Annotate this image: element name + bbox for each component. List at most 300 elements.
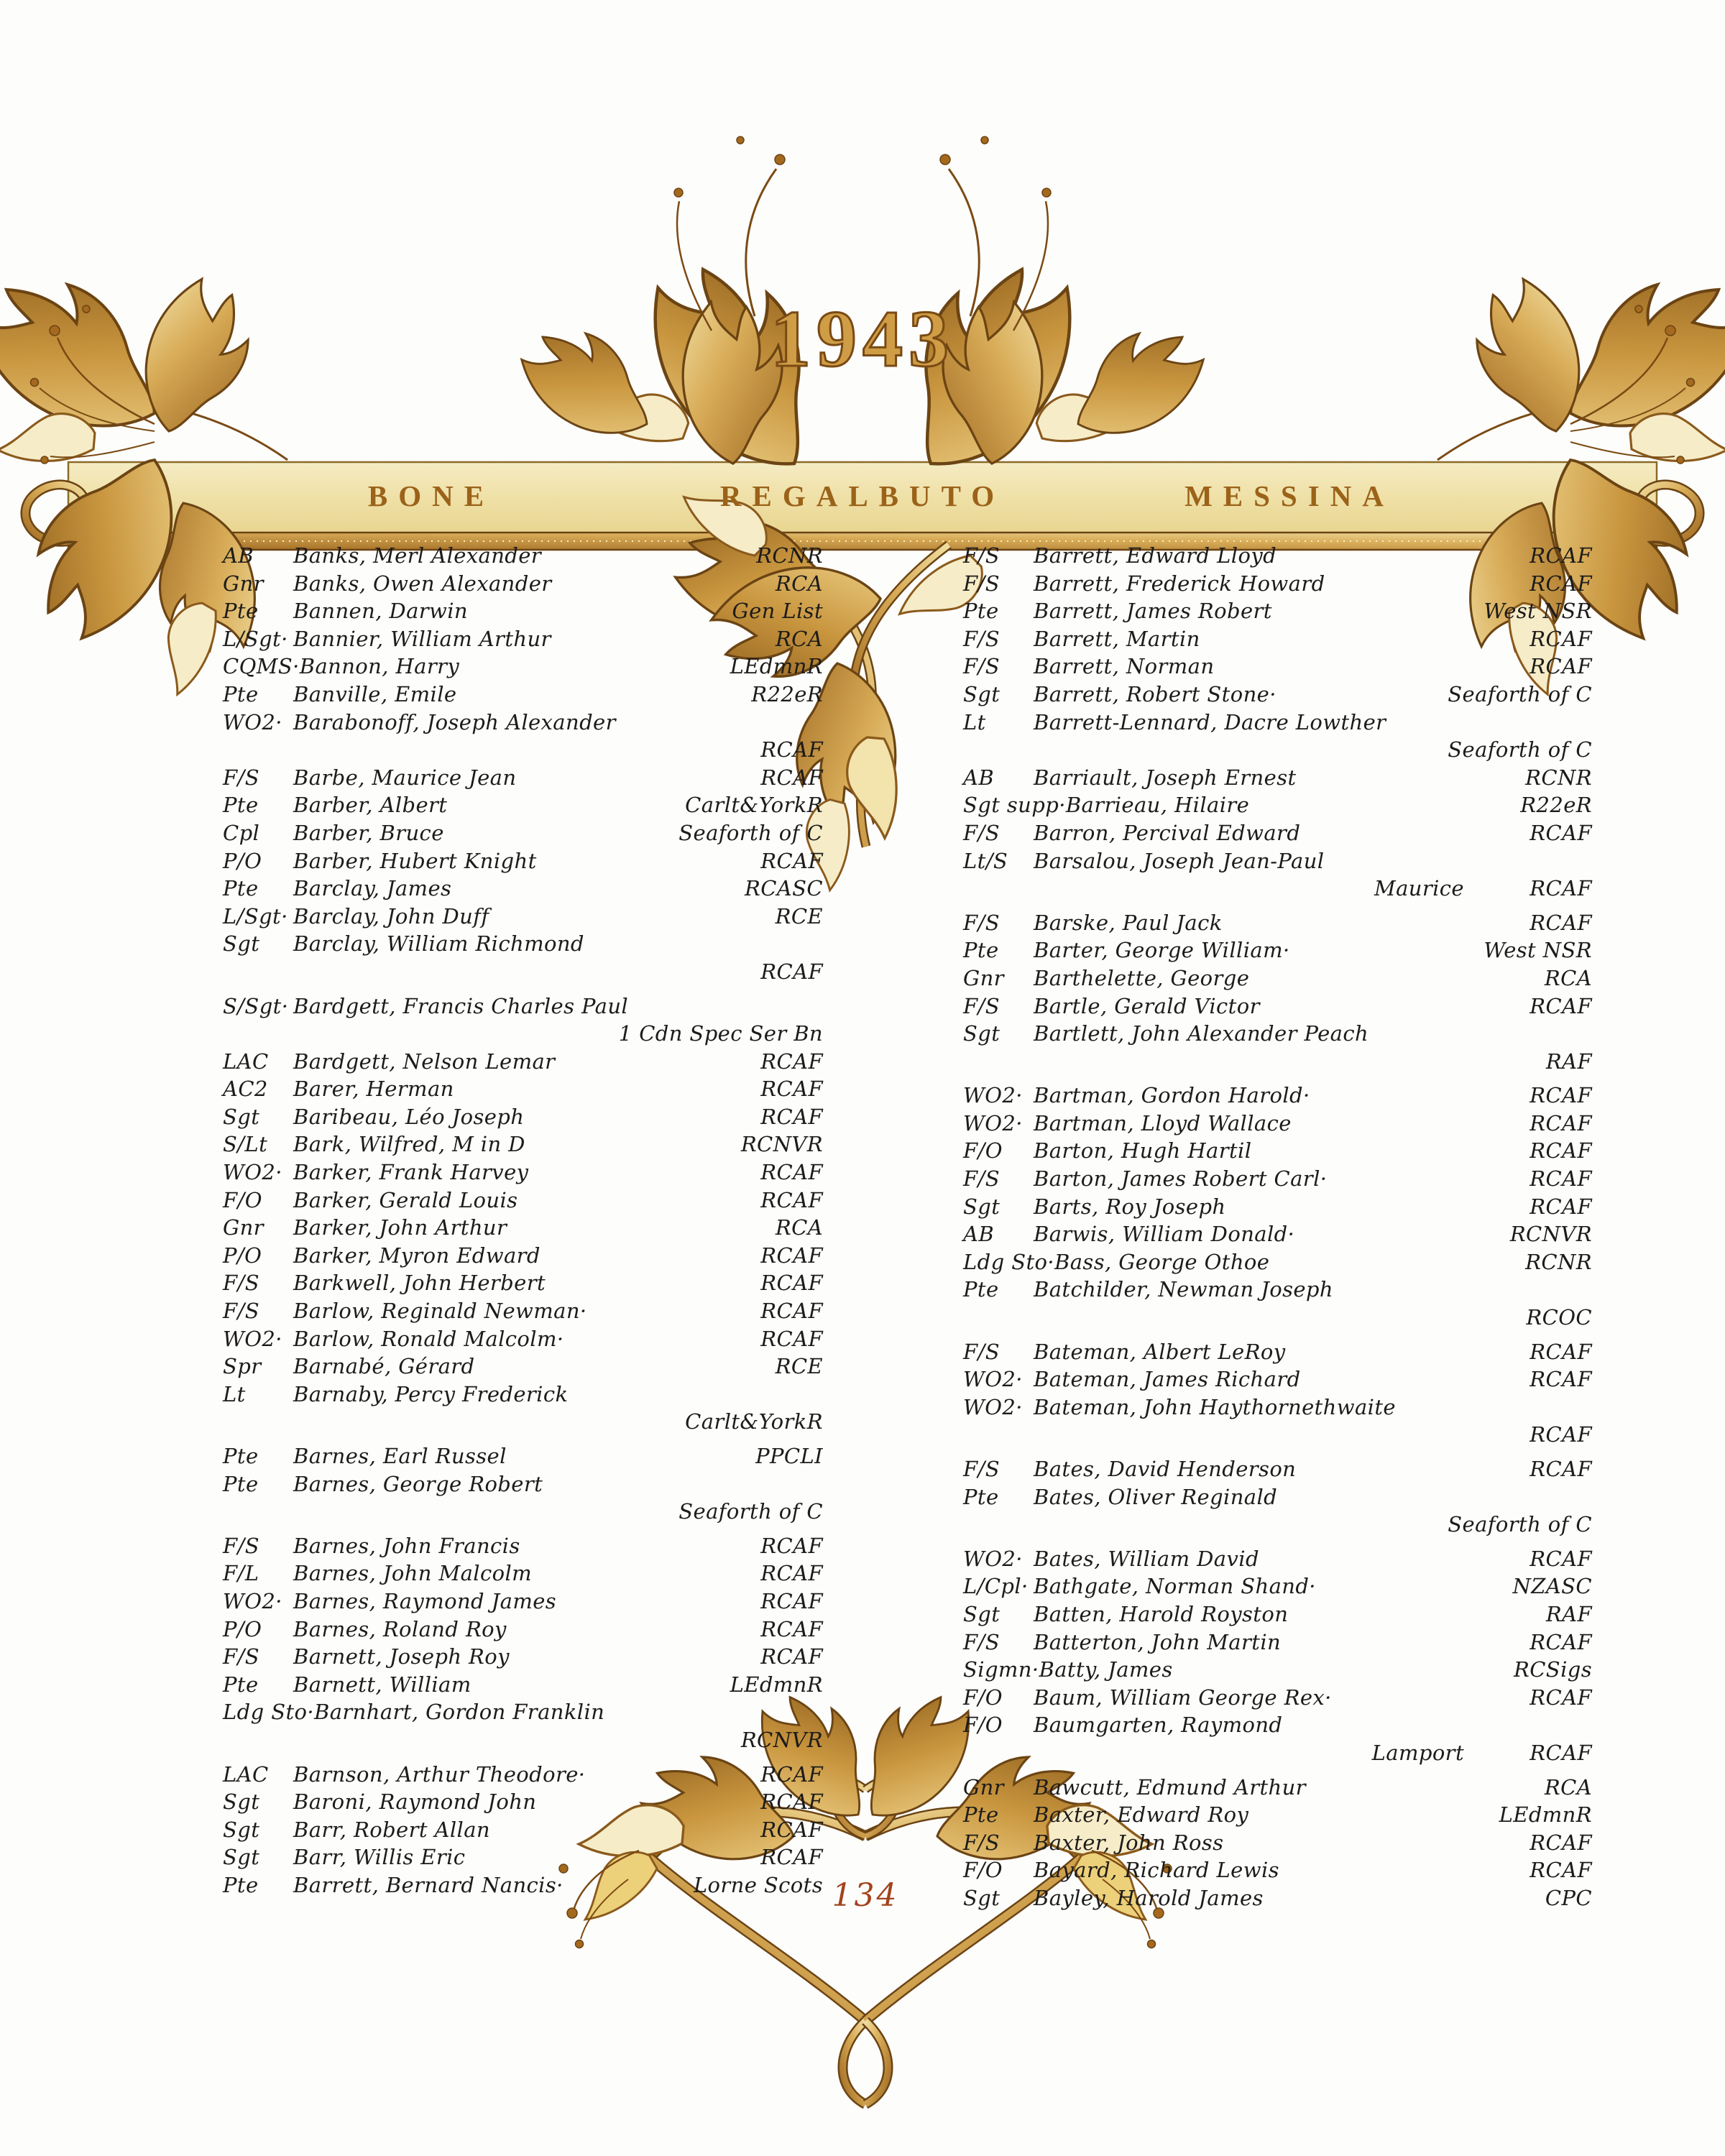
regiment-cell: RCAF — [1530, 1422, 1592, 1447]
entry-row — [223, 1671, 823, 1699]
regiment-cell: RCAF — [760, 1077, 823, 1102]
entry-row — [223, 1242, 823, 1270]
regiment-cell: RCASC — [744, 876, 823, 901]
rank-cell: Gnr — [223, 571, 264, 596]
entry-row — [963, 1711, 1592, 1739]
continuation-row — [963, 1304, 1592, 1332]
continuation-row — [963, 875, 1592, 903]
rank-cell: Gnr — [963, 965, 1004, 990]
name-cell: Barrett, Norman — [1034, 654, 1215, 679]
entry-row — [963, 1545, 1592, 1573]
name-cell: Barton, Hugh Hartil — [1034, 1138, 1252, 1164]
regiment-cell: RCAF — [1530, 1830, 1592, 1855]
row-gap — [963, 903, 1592, 909]
rank-cell: F/S — [963, 1830, 1000, 1855]
name-cell: Bateman, Albert LeRoy — [1034, 1339, 1286, 1364]
name-cell: Bates, David Henderson — [1034, 1457, 1297, 1481]
entry-row — [963, 709, 1592, 737]
name-cell: Bartle, Gerald Victor — [1034, 993, 1260, 1018]
entry-row — [223, 1871, 823, 1899]
name-cell: Barabonoff, Joseph Alexander — [293, 709, 616, 734]
rank-cell: F/O — [963, 1685, 1003, 1710]
regiment-cell: RCAF — [1530, 1194, 1592, 1219]
row-gap — [963, 1449, 1592, 1455]
entry-row — [223, 847, 823, 875]
rank-cell: Ldg Sto· — [223, 1700, 315, 1725]
regiment-cell: RCAF — [1530, 876, 1592, 901]
banner-place-messina: MESSINA — [1184, 479, 1394, 512]
column-left — [223, 542, 823, 1899]
continuation-row — [223, 958, 823, 986]
regiment-cell: RCAF — [760, 1326, 823, 1351]
rank-cell: Pte — [223, 1872, 259, 1897]
regiment-cell: RCAF — [760, 1104, 823, 1129]
entry-row — [223, 1470, 823, 1498]
rank-cell: Lt — [223, 1381, 246, 1406]
name-cell: Barlow, Ronald Malcolm· — [293, 1326, 564, 1351]
name-cell: Barr, Robert Allan — [293, 1817, 490, 1842]
rank-cell: L/Sgt· — [223, 626, 288, 651]
rank-cell: Pte — [963, 1802, 999, 1828]
entry-row — [223, 1269, 823, 1297]
entry-row — [963, 1393, 1592, 1422]
entry-row — [223, 597, 823, 625]
regiment-cell: RCAF — [1530, 1858, 1592, 1883]
rank-cell: F/S — [963, 910, 1000, 935]
entry-row — [223, 764, 823, 792]
regiment-cell: RAF — [1545, 1601, 1592, 1626]
entry-row — [963, 992, 1592, 1021]
regiment-cell: RCAF — [1530, 1110, 1592, 1135]
continuation-row — [963, 1048, 1592, 1076]
regiment-cell: RCAF — [760, 1644, 823, 1669]
regiment-cell: RCAF — [1530, 993, 1592, 1018]
name-cell: Barnaby, Percy Frederick — [293, 1381, 569, 1406]
name-cell: Barrieau, Hilaire — [1065, 793, 1250, 818]
rank-cell: Pte — [223, 1444, 259, 1468]
regiment-cell: RCAF — [1530, 1083, 1592, 1108]
name-cell: Bartman, Lloyd Wallace — [1034, 1110, 1292, 1135]
regiment-cell: RCE — [775, 1354, 823, 1379]
rank-cell: F/S — [223, 1644, 259, 1669]
regiment-cell: RCA — [1544, 965, 1592, 990]
name-cell: Barske, Paul Jack — [1034, 910, 1223, 935]
name-cell: Barter, George William· — [1034, 938, 1290, 963]
regiment-cell: Seaforth of C — [1448, 737, 1592, 763]
rank-cell: F/O — [223, 1187, 262, 1212]
rank-cell: Gnr — [963, 1774, 1004, 1800]
entry-row — [963, 819, 1592, 847]
name-cell: Barthelette, George — [1034, 965, 1250, 990]
name-cell: Bartlett, John Alexander Peach — [1034, 1021, 1369, 1046]
regiment-cell: Gen List — [732, 599, 823, 624]
name-cell: Barton, James Robert Carl· — [1034, 1166, 1328, 1192]
regiment-cell: R22eR — [751, 681, 823, 706]
rank-cell: Sgt — [963, 1885, 1000, 1910]
entry-row — [223, 1187, 823, 1215]
entry-row — [963, 1801, 1592, 1829]
regiment-cell: RCAF — [1530, 1367, 1592, 1392]
entry-row — [963, 1020, 1592, 1048]
regiment-cell: LEdmnR — [730, 654, 823, 679]
entry-row — [963, 570, 1592, 598]
name-cell: Bannier, William Arthur — [293, 626, 551, 651]
entry-row — [223, 625, 823, 653]
entry-row — [223, 709, 823, 737]
name-cell: Barkwell, John Herbert — [293, 1271, 546, 1296]
entry-row — [963, 1110, 1592, 1138]
entry-row — [223, 1353, 823, 1381]
name-cell: Bates, William David — [1034, 1546, 1259, 1571]
rank-cell: F/S — [223, 1271, 259, 1296]
entry-row — [963, 542, 1592, 570]
rank-cell: F/S — [963, 543, 1000, 568]
rank-cell: Cpl — [223, 820, 260, 845]
regiment-cell: RCAF — [760, 1616, 823, 1641]
regiment-cell: Seaforth of C — [678, 1499, 823, 1524]
name-continuation-cell: Lamport — [1371, 1740, 1464, 1765]
entry-row — [223, 1103, 823, 1131]
rank-cell: Pte — [223, 876, 259, 901]
rank-cell: WO2· — [223, 1588, 282, 1613]
name-cell: Barrett-Lennard, Dacre Lowther — [1034, 709, 1386, 734]
rank-cell: WO2· — [223, 1160, 282, 1185]
entry-row — [963, 936, 1592, 964]
entry-row — [963, 653, 1592, 681]
regiment-cell: RCAF — [760, 1271, 823, 1296]
rank-cell: L/Sgt· — [223, 903, 288, 929]
name-cell: Bayard, Richard Lewis — [1034, 1858, 1279, 1883]
name-cell: Baxter, John Ross — [1034, 1830, 1224, 1855]
name-cell: Barron, Percival Edward — [1034, 820, 1301, 845]
continuation-row — [223, 1498, 823, 1526]
entry-row — [223, 992, 823, 1021]
regiment-cell: Seaforth of C — [678, 820, 823, 845]
regiment-cell: RCAF — [760, 1845, 823, 1870]
regiment-cell: RCA — [775, 626, 823, 651]
rank-cell: Ldg Sto· — [963, 1249, 1055, 1274]
entry-row — [963, 1483, 1592, 1511]
rank-cell: CQMS· — [223, 654, 300, 679]
regiment-cell: RCAF — [760, 1761, 823, 1787]
entry-row — [223, 1698, 823, 1726]
regiment-cell: RCNVR — [740, 1727, 823, 1752]
regiment-cell: RCAF — [760, 1561, 823, 1586]
regiment-cell: RCAF — [760, 1299, 823, 1324]
name-cell: Batchilder, Newman Joseph — [1034, 1277, 1333, 1302]
rank-cell: AC2 — [223, 1077, 268, 1102]
rank-cell: LAC — [223, 1761, 269, 1787]
name-cell: Bathgate, Norman Shand· — [1034, 1574, 1316, 1599]
entry-row — [223, 1532, 823, 1560]
regiment-cell: RCNR — [1525, 765, 1592, 790]
regiment-cell: RCAF — [1530, 571, 1592, 596]
entry-row — [223, 1442, 823, 1470]
banner-place-bone: BONE — [367, 479, 495, 512]
name-cell: Barber, Bruce — [293, 820, 444, 845]
rank-cell: Spr — [223, 1354, 262, 1379]
regiment-cell: RCAF — [760, 1817, 823, 1842]
name-cell: Barrett, Robert Stone· — [1034, 681, 1276, 706]
entry-row — [963, 1684, 1592, 1712]
regiment-cell: RCAF — [1530, 1339, 1592, 1364]
regiment-cell: RCAF — [760, 1187, 823, 1212]
rank-cell: WO2· — [223, 1326, 282, 1351]
name-cell: Barnes, George Robert — [293, 1471, 543, 1496]
name-cell: Baribeau, Léo Joseph — [293, 1104, 525, 1129]
name-cell: Barnett, William — [293, 1672, 472, 1697]
regiment-cell: RCAF — [1530, 1685, 1592, 1710]
rank-cell: Lt/S — [963, 848, 1008, 873]
rank-cell: S/Lt — [223, 1132, 268, 1157]
regiment-cell: RCAF — [760, 1789, 823, 1815]
rank-cell: Lt — [963, 709, 986, 734]
regiment-cell: Carlt&YorkR — [685, 1409, 823, 1434]
entry-row — [963, 1656, 1592, 1684]
name-cell: Barriault, Joseph Ernest — [1034, 765, 1297, 790]
rank-cell: Pte — [963, 1484, 999, 1509]
rank-cell: WO2· — [963, 1394, 1023, 1419]
regiment-cell: West NSR — [1484, 599, 1592, 624]
rank-cell: Pte — [223, 1672, 259, 1697]
rank-cell: LAC — [223, 1049, 269, 1074]
name-cell: Bannon, Harry — [299, 654, 460, 679]
rank-cell: Sgt — [963, 1194, 1000, 1219]
rank-cell: F/S — [963, 626, 1000, 651]
row-gap — [223, 1754, 823, 1761]
regiment-cell: RCAF — [760, 737, 823, 763]
regiment-cell: RCAF — [1530, 626, 1592, 651]
regiment-cell: CPC — [1545, 1885, 1592, 1910]
rank-cell: AB — [963, 1222, 995, 1247]
name-cell: Barwis, William Donald· — [1034, 1222, 1295, 1247]
entry-row — [963, 1165, 1592, 1193]
rank-cell: F/L — [223, 1561, 259, 1586]
name-cell: Baum, William George Rex· — [1034, 1685, 1332, 1710]
name-cell: Barrett, Frederick Howard — [1034, 571, 1325, 596]
name-continuation-cell: Maurice — [1374, 876, 1464, 901]
entry-row — [223, 1816, 823, 1844]
continuation-row — [223, 1408, 823, 1436]
entry-row — [223, 1560, 823, 1588]
rank-cell: F/S — [963, 654, 1000, 679]
rank-cell: Sgt — [223, 1104, 260, 1129]
name-cell: Barnett, Joseph Roy — [293, 1644, 510, 1669]
entry-row — [223, 1297, 823, 1325]
name-cell: Barber, Hubert Knight — [293, 848, 537, 873]
regiment-cell: PPCLI — [755, 1444, 823, 1468]
entry-row — [223, 681, 823, 709]
entry-row — [963, 1856, 1592, 1884]
rank-cell: Sgt — [223, 1817, 260, 1842]
name-cell: Batterton, John Martin — [1034, 1629, 1282, 1654]
regiment-cell: RCSigs — [1513, 1657, 1592, 1682]
regiment-cell: RCAF — [760, 1049, 823, 1074]
regiment-cell: RCA — [775, 571, 823, 596]
regiment-cell: LEdmnR — [1499, 1802, 1592, 1828]
year-title: 1943 — [770, 295, 954, 384]
entry-row — [963, 1600, 1592, 1628]
name-cell: Baxter, Edward Roy — [1034, 1802, 1249, 1828]
entry-row — [223, 1130, 823, 1158]
entry-row — [963, 909, 1592, 937]
row-gap — [223, 1526, 823, 1532]
entry-row — [223, 1214, 823, 1242]
entry-row — [223, 875, 823, 903]
entry-row — [963, 1774, 1592, 1802]
continuation-row — [963, 736, 1592, 764]
name-cell: Bardgett, Nelson Lemar — [293, 1049, 556, 1074]
entry-row — [963, 764, 1592, 792]
entry-row — [223, 1588, 823, 1616]
rank-cell: F/S — [223, 1299, 259, 1324]
regiment-cell: RCAF — [1530, 1138, 1592, 1164]
name-cell: Bark, Wilfred, M in D — [293, 1132, 525, 1157]
regiment-cell: RCNR — [756, 543, 823, 568]
continuation-row — [963, 1421, 1592, 1449]
name-cell: Baroni, Raymond John — [293, 1789, 537, 1815]
regiment-cell: RCAF — [1530, 1629, 1592, 1654]
name-cell: Barnes, Raymond James — [293, 1588, 557, 1613]
regiment-cell: NZASC — [1512, 1574, 1592, 1599]
rank-cell: S/Sgt· — [223, 993, 289, 1018]
regiment-cell: RCAF — [1530, 1457, 1592, 1481]
rank-cell: Sgt — [963, 1601, 1000, 1626]
regiment-cell: RCNVR — [740, 1132, 823, 1157]
continuation-row — [963, 1511, 1592, 1539]
name-cell: Barnhart, Gordon Franklin — [314, 1700, 605, 1725]
name-cell: Barclay, James — [293, 876, 452, 901]
regiment-cell: RCAF — [1530, 1740, 1592, 1765]
entry-row — [963, 791, 1592, 819]
rank-cell: F/O — [963, 1858, 1003, 1883]
rank-cell: Pte — [223, 681, 259, 706]
entry-row — [223, 1616, 823, 1644]
name-cell: Barrett, James Robert — [1034, 599, 1272, 624]
row-gap — [223, 1436, 823, 1442]
rank-cell: P/O — [223, 848, 262, 873]
regiment-cell: RCAF — [1530, 1166, 1592, 1192]
rank-cell: F/O — [963, 1713, 1003, 1738]
regiment-cell: LEdmnR — [730, 1672, 823, 1697]
rank-cell: Sgt — [223, 1789, 260, 1815]
regiment-cell: RCNR — [1525, 1249, 1592, 1274]
entry-row — [223, 542, 823, 570]
rank-cell: L/Cpl· — [963, 1574, 1029, 1599]
name-cell: Barnes, Roland Roy — [293, 1616, 507, 1641]
name-cell: Barrett, Bernard Nancis· — [293, 1872, 564, 1897]
rank-cell: F/S — [963, 1339, 1000, 1364]
name-cell: Bass, George Othoe — [1054, 1249, 1270, 1274]
rank-cell: F/S — [963, 1457, 1000, 1481]
name-cell: Barnes, John Francis — [293, 1533, 520, 1558]
name-cell: Bartman, Gordon Harold· — [1034, 1083, 1310, 1108]
continuation-row — [223, 736, 823, 764]
entry-row — [963, 1572, 1592, 1600]
regiment-cell: Carlt&YorkR — [685, 793, 823, 818]
name-cell: Banks, Merl Alexander — [293, 543, 542, 568]
continuation-row — [223, 1726, 823, 1754]
name-cell: Barr, Willis Eric — [293, 1845, 466, 1870]
regiment-cell: RCAF — [760, 959, 823, 984]
entry-row — [223, 1325, 823, 1353]
regiment-cell: Lorne Scots — [693, 1872, 823, 1897]
rank-cell: Sigmn· — [963, 1657, 1039, 1682]
entry-row — [963, 1365, 1592, 1393]
entry-row — [223, 791, 823, 819]
regiment-cell: RCAF — [760, 765, 823, 790]
rank-cell: Pte — [963, 1277, 999, 1302]
regiment-cell: 1 Cdn Spec Ser Bn — [618, 1021, 823, 1046]
entry-row — [963, 847, 1592, 875]
entry-row — [223, 1048, 823, 1076]
rank-cell: F/S — [223, 765, 259, 790]
name-cell: Bateman, John Haythornethwaite — [1034, 1394, 1396, 1419]
name-cell: Barbe, Maurice Jean — [293, 765, 517, 790]
entry-row — [223, 1761, 823, 1789]
regiment-cell: RCAF — [760, 1533, 823, 1558]
name-cell: Bardgett, Francis Charles Paul — [293, 993, 629, 1018]
rank-cell: F/S — [963, 993, 1000, 1018]
entry-row — [963, 1276, 1592, 1304]
rank-cell: F/S — [963, 571, 1000, 596]
name-cell: Bates, Oliver Reginald — [1034, 1484, 1278, 1509]
rank-cell: Gnr — [223, 1215, 264, 1240]
regiment-cell: R22eR — [1520, 793, 1592, 818]
entry-row — [963, 1829, 1592, 1857]
regiment-cell: RCA — [775, 1215, 823, 1240]
regiment-cell: RCOC — [1526, 1305, 1592, 1330]
name-cell: Batty, James — [1039, 1657, 1173, 1682]
entry-row — [963, 1220, 1592, 1248]
regiment-cell: RCAF — [1530, 820, 1592, 845]
entry-row — [223, 1788, 823, 1816]
entry-row — [223, 570, 823, 598]
rank-cell: P/O — [223, 1243, 262, 1268]
name-cell: Barnson, Arthur Theodore· — [293, 1761, 586, 1787]
name-cell: Banks, Owen Alexander — [293, 571, 552, 596]
name-cell: Barclay, John Duff — [293, 903, 489, 929]
entry-row — [223, 653, 823, 681]
name-cell: Batten, Harold Royston — [1034, 1601, 1289, 1626]
rank-cell: Sgt — [223, 1845, 260, 1870]
name-cell: Baumgarten, Raymond — [1034, 1713, 1283, 1738]
name-cell: Barker, Gerald Louis — [293, 1187, 518, 1212]
regiment-cell: Seaforth of C — [1448, 1512, 1592, 1537]
regiment-cell: RCNVR — [1509, 1222, 1592, 1247]
regiment-cell: Seaforth of C — [1448, 681, 1592, 706]
page-number: 134 — [832, 1877, 899, 1914]
name-cell: Bateman, James Richard — [1034, 1367, 1301, 1392]
continuation-row — [223, 1020, 823, 1048]
name-cell: Barer, Herman — [293, 1077, 454, 1102]
rank-cell: P/O — [223, 1616, 262, 1641]
entry-row — [963, 1193, 1592, 1221]
entry-row — [223, 1158, 823, 1187]
regiment-cell: RCE — [775, 903, 823, 929]
name-cell: Barnes, John Malcolm — [293, 1561, 533, 1586]
rank-cell: Pte — [223, 793, 259, 818]
name-cell: Banville, Emile — [293, 681, 457, 706]
entry-row — [223, 930, 823, 958]
regiment-cell: RCAF — [1530, 543, 1592, 568]
regiment-cell: RCAF — [760, 848, 823, 873]
rank-cell: Sgt supp· — [963, 793, 1066, 818]
regiment-cell: RCAF — [760, 1243, 823, 1268]
regiment-cell: West NSR — [1484, 938, 1592, 963]
name-cell: Barnes, Earl Russel — [293, 1444, 507, 1468]
entry-row — [223, 1643, 823, 1671]
